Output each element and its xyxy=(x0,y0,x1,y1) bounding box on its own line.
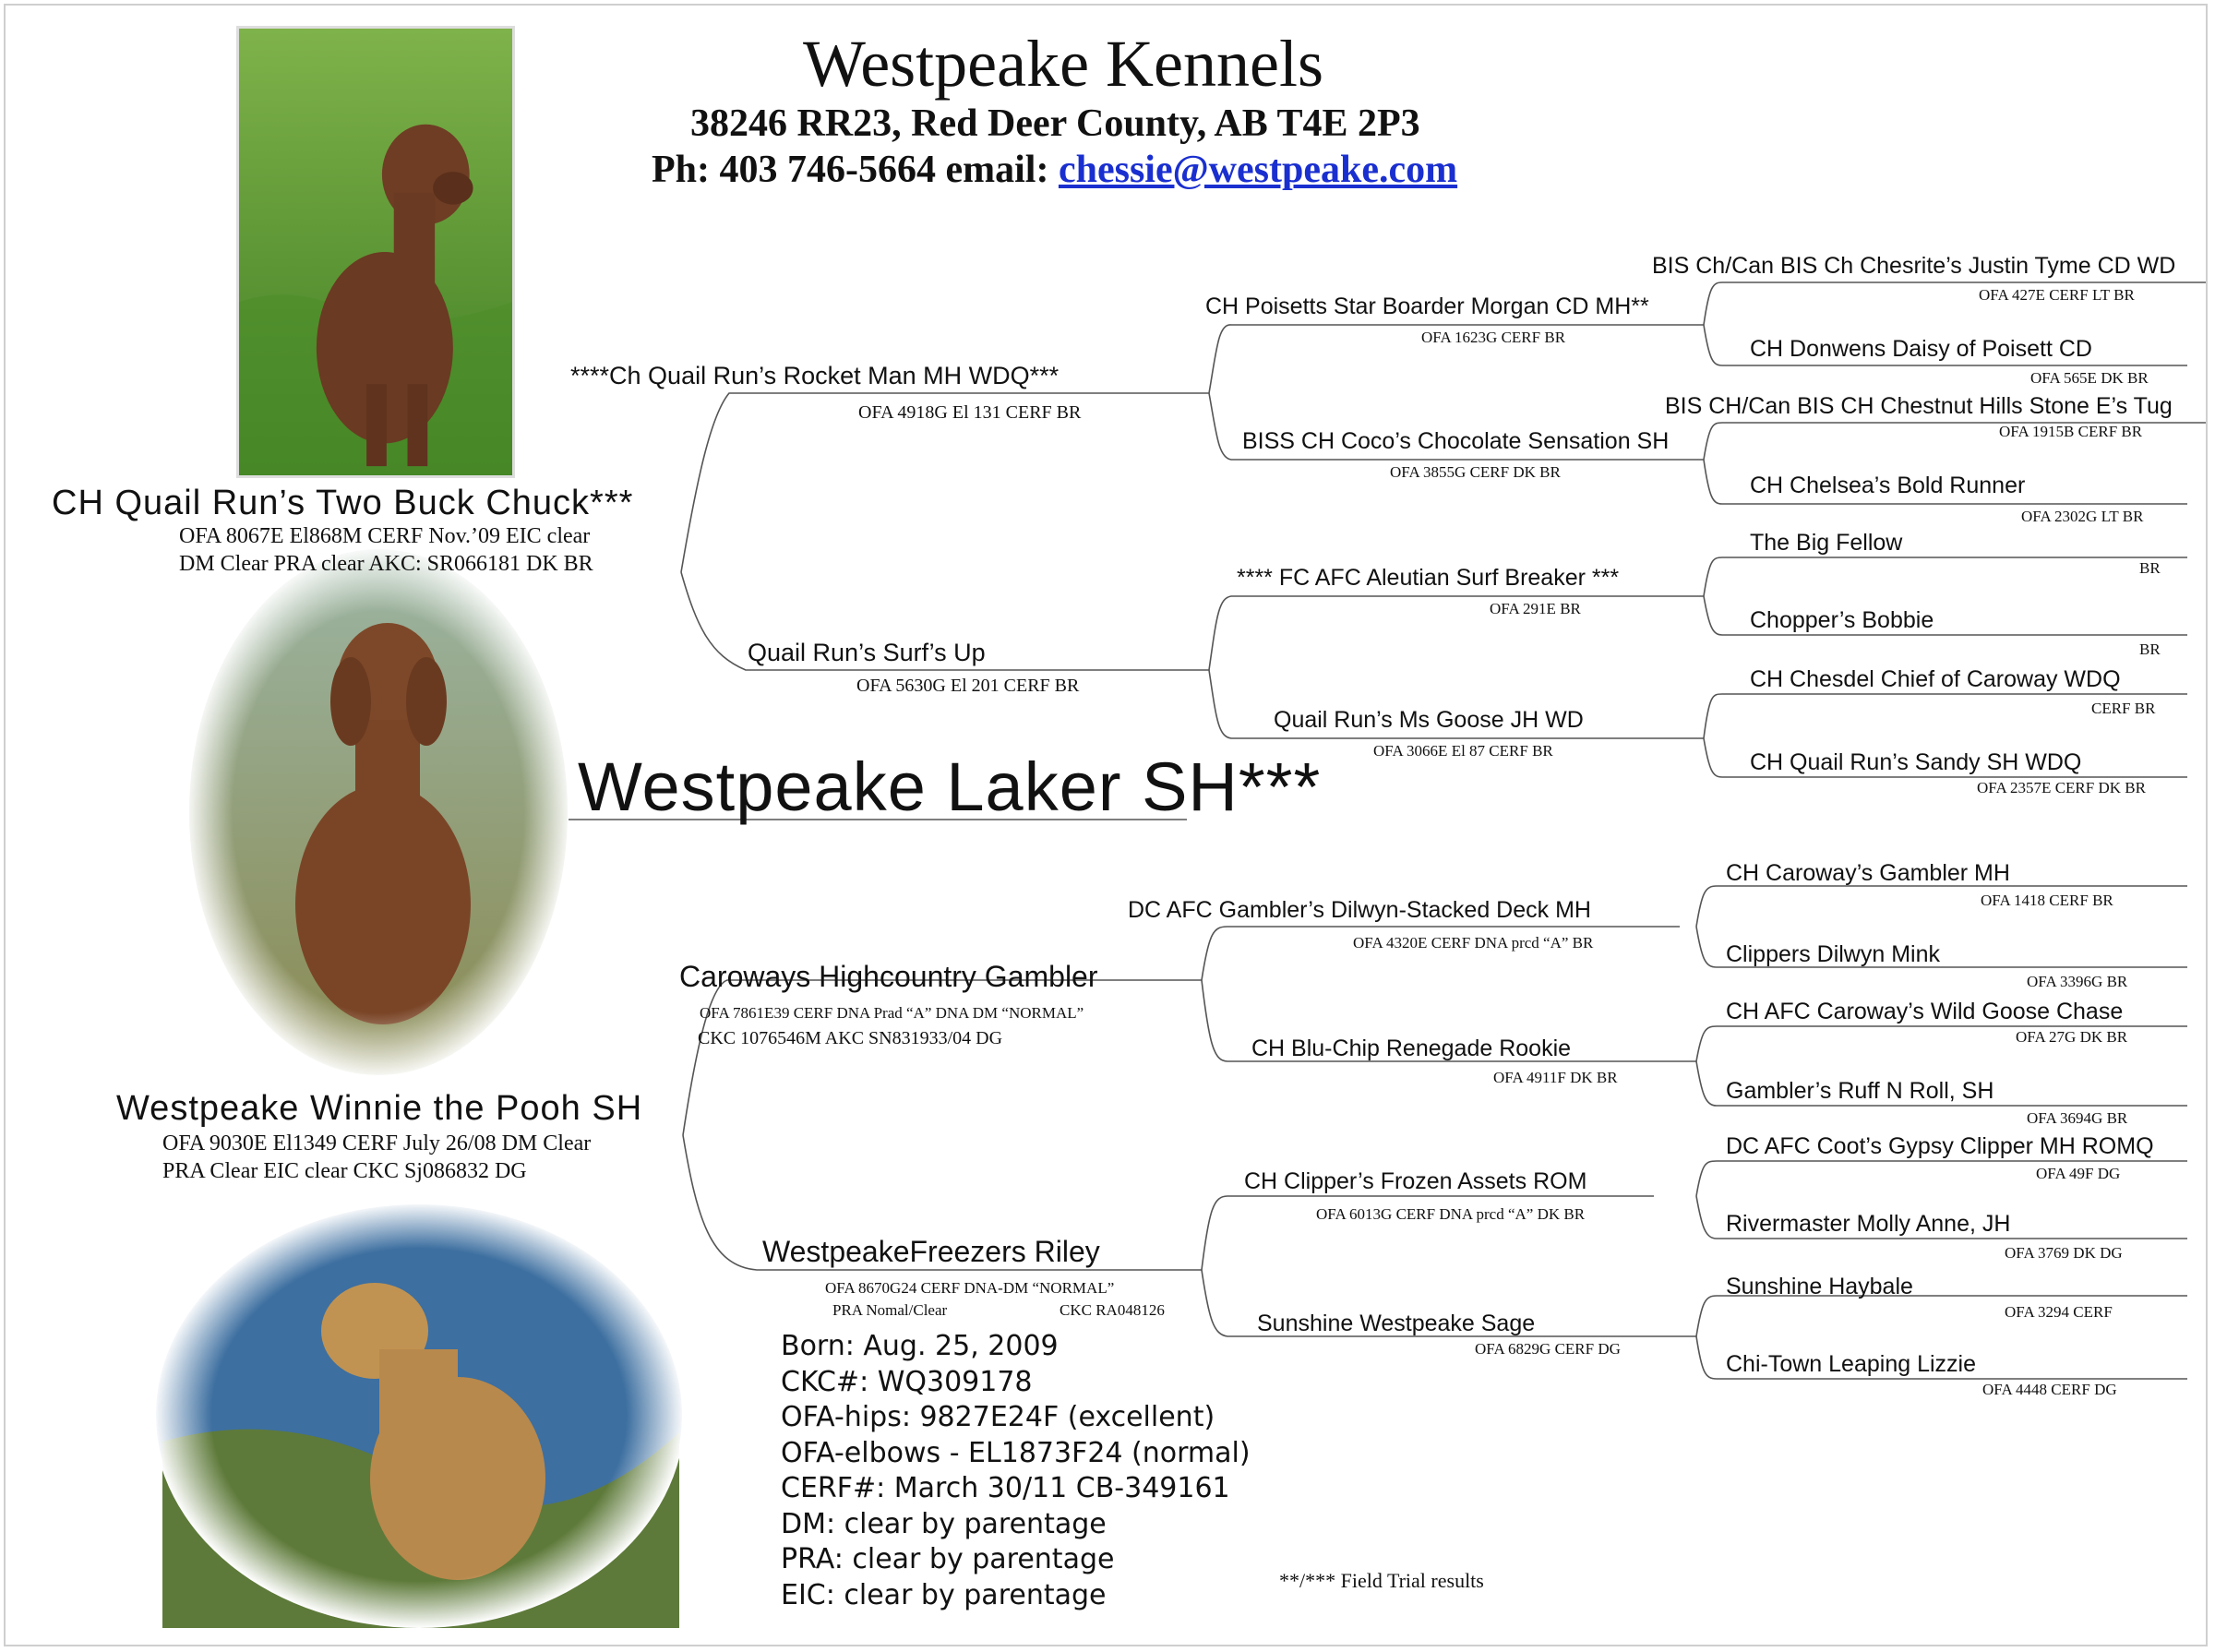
sdsd-info: BR xyxy=(2139,640,2161,658)
sire-info-2: DM Clear PRA clear AKC: SR066181 DK BR xyxy=(179,552,593,576)
dsds-info: OFA 27G DK BR xyxy=(2016,1028,2128,1046)
sdss-name: The Big Fellow xyxy=(1750,530,1903,556)
detail-eic: EIC: clear by parentage xyxy=(781,1578,1107,1611)
sddd-info: OFA 2357E CERF DK BR xyxy=(1977,779,2146,796)
dsss-info: OFA 1418 CERF BR xyxy=(1981,892,2113,909)
dam-dam-info-2b: CKC RA048126 xyxy=(1060,1301,1165,1319)
sssd-info: OFA 565E DK BR xyxy=(2030,369,2149,387)
detail-ckc: CKC#: WQ309178 xyxy=(781,1365,1033,1398)
detail-born: Born: Aug. 25, 2009 xyxy=(781,1330,1059,1362)
sire-info-1: OFA 8067E El868M CERF Nov.’09 EIC clear xyxy=(179,524,591,548)
sire-name: CH Quail Run’s Two Buck Chuck*** xyxy=(52,484,634,522)
dddd-info: OFA 4448 CERF DG xyxy=(1982,1381,2117,1398)
dsss-name: CH Caroway’s Gambler MH xyxy=(1726,860,2010,886)
ddsd-info: OFA 3769 DK DG xyxy=(2005,1244,2123,1262)
detail-dm: DM: clear by parentage xyxy=(781,1507,1107,1540)
dam-dam-name: WestpeakeFreezers Riley xyxy=(762,1235,1100,1268)
dam-info-2: PRA Clear EIC clear CKC Sj086832 DG xyxy=(162,1159,527,1183)
dam-info-1: OFA 9030E El1349 CERF July 26/08 DM Clear xyxy=(162,1131,592,1155)
detail-elbows: OFA-elbows - EL1873F24 (normal) xyxy=(781,1436,1251,1469)
ssds-info: OFA 1915B CERF BR xyxy=(1999,423,2143,440)
ssdd-info: OFA 2302G LT BR xyxy=(2021,508,2144,525)
ddd-name: Sunshine Westpeake Sage xyxy=(1257,1311,1536,1336)
ssdd-name: CH Chelsea’s Bold Runner xyxy=(1750,473,2026,498)
sire-dam-name: Quail Run’s Surf’s Up xyxy=(748,639,986,666)
sdd-name: Quail Run’s Ms Goose JH WD xyxy=(1274,707,1584,733)
dss-name: DC AFC Gambler’s Dilwyn-Stacked Deck MH xyxy=(1128,897,1591,923)
detail-pra: PRA: clear by parentage xyxy=(781,1543,1115,1575)
email-link[interactable]: chessie@westpeake.com xyxy=(1058,149,1458,191)
dsd-name: CH Blu-Chip Renegade Rookie xyxy=(1251,1035,1572,1061)
sss-info: OFA 1623G CERF BR xyxy=(1421,329,1566,346)
ddds-info: OFA 3294 CERF xyxy=(2005,1303,2113,1321)
sss-name: CH Poisetts Star Boarder Morgan CD MH** xyxy=(1205,293,1649,319)
sdss-info: BR xyxy=(2139,559,2161,577)
dds-info: OFA 6013G CERF DNA prcd “A” DK BR xyxy=(1316,1205,1586,1223)
ssss-info: OFA 427E CERF LT BR xyxy=(1979,286,2135,304)
ddss-name: DC AFC Coot’s Gypsy Clipper MH ROMQ xyxy=(1726,1133,2154,1159)
dddd-name: Chi-Town Leaping Lizzie xyxy=(1726,1351,1976,1377)
dam-sire-name: Caroways Highcountry Gambler xyxy=(679,960,1098,993)
dds-name: CH Clipper’s Frozen Assets ROM xyxy=(1244,1168,1587,1194)
sssd-name: CH Donwens Daisy of Poisett CD xyxy=(1750,336,2092,362)
sire-sire-info: OFA 4918G El 131 CERF BR xyxy=(858,402,1082,423)
dog-details xyxy=(781,1329,1251,1613)
sdsd-name: Chopper’s Bobbie xyxy=(1750,607,1934,633)
kennel-address: 38246 RR23, Red Deer County, AB T4E 2P3 xyxy=(690,102,1420,145)
ssds-name: BIS CH/Can BIS CH Chestnut Hills Stone E’s Tug xyxy=(1665,393,2173,419)
dsdd-name: Gambler’s Ruff N Roll, SH xyxy=(1726,1078,1994,1104)
dam-sire-info-1: OFA 7861E39 CERF DNA Prad “A” DNA DM “NORMAL” xyxy=(700,1004,1084,1022)
footnote: **/*** Field Trial results xyxy=(1279,1569,1484,1592)
ddsd-name: Rivermaster Molly Anne, JH xyxy=(1726,1211,2011,1237)
kennel-title: Westpeake Kennels xyxy=(803,27,1323,101)
sds-name: **** FC AFC Aleutian Surf Breaker *** xyxy=(1237,565,1620,591)
dam-name: Westpeake Winnie the Pooh SH xyxy=(116,1089,643,1128)
dss-info: OFA 4320E CERF DNA prcd “A” BR xyxy=(1353,934,1594,952)
sdds-name: CH Chesdel Chief of Caroway WDQ xyxy=(1750,666,2121,692)
phone-text: Ph: 403 746-5664 email: xyxy=(652,149,1059,191)
dssd-info: OFA 3396G BR xyxy=(2027,973,2128,990)
sds-info: OFA 291E BR xyxy=(1490,600,1581,617)
ssss-name: BIS Ch/Can BIS Ch Chesrite’s Justin Tyme CD WD xyxy=(1652,253,2176,279)
subject-name: Westpeake Laker SH*** xyxy=(578,748,1322,825)
dam-dam-info-2a: PRA Nomal/Clear xyxy=(832,1301,948,1319)
ddss-info: OFA 49F DG xyxy=(2036,1165,2121,1182)
dam-dam-info-1: OFA 8670G24 CERF DNA-DM “NORMAL” xyxy=(825,1279,1115,1297)
ssd-name: BISS CH Coco’s Chocolate Sensation SH xyxy=(1242,428,1670,454)
sire-dam-info: OFA 5630G El 201 CERF BR xyxy=(856,676,1080,696)
sddd-name: CH Quail Run’s Sandy SH WDQ xyxy=(1750,749,2082,775)
dssd-name: Clippers Dilwyn Mink xyxy=(1726,941,1940,967)
dsdd-info: OFA 3694G BR xyxy=(2027,1109,2128,1127)
sdds-info: CERF BR xyxy=(2091,700,2156,717)
ddd-info: OFA 6829G CERF DG xyxy=(1475,1340,1621,1358)
dsds-name: CH AFC Caroway’s Wild Goose Chase xyxy=(1726,999,2124,1024)
sdd-info: OFA 3066E El 87 CERF BR xyxy=(1373,742,1553,760)
detail-hips: OFA-hips: 9827E24F (excellent) xyxy=(781,1401,1215,1433)
dsd-info: OFA 4911F DK BR xyxy=(1493,1069,1618,1086)
dam-sire-info-2: CKC 1076546M AKC SN831933/04 DG xyxy=(698,1028,1003,1048)
ddds-name: Sunshine Haybale xyxy=(1726,1274,1913,1299)
detail-cerf: CERF#: March 30/11 CB-349161 xyxy=(781,1472,1230,1504)
ssd-info: OFA 3855G CERF DK BR xyxy=(1390,463,1561,481)
sire-sire-name: ****Ch Quail Run’s Rocket Man MH WDQ*** xyxy=(570,362,1060,389)
